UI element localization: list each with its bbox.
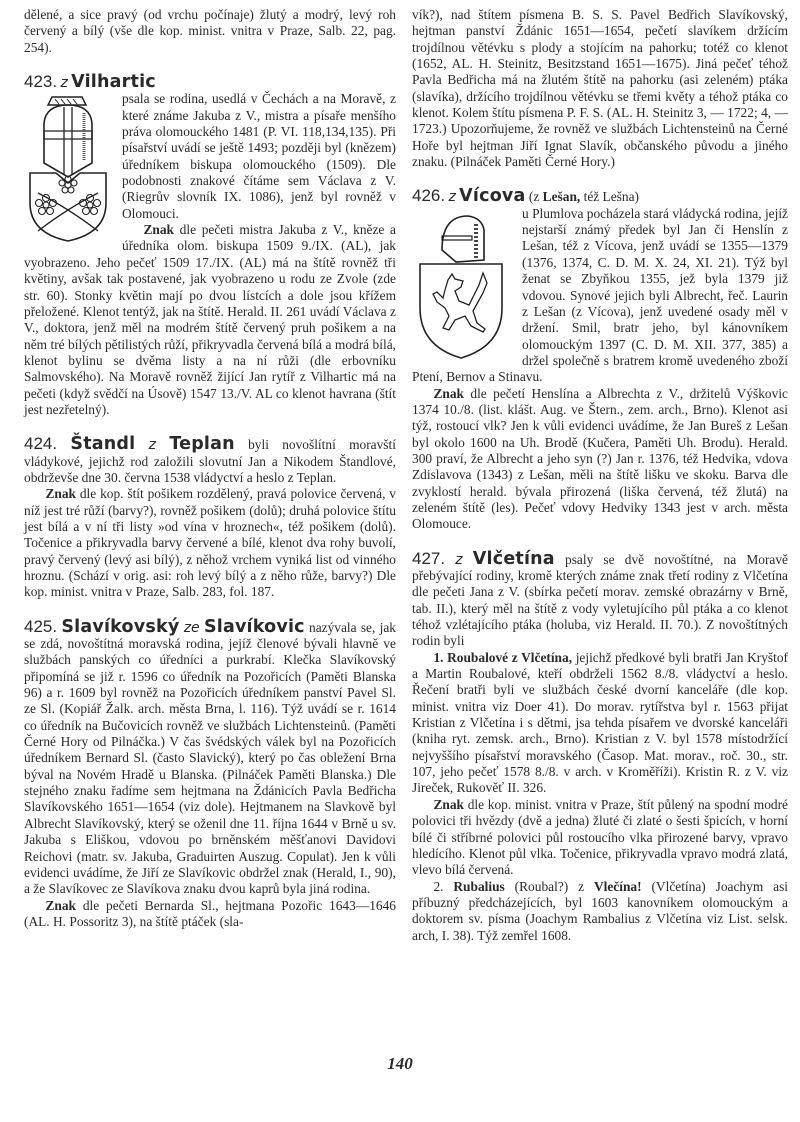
page-number: 140 — [387, 1054, 413, 1073]
znak-text: dle kop. minist. vnitra v Praze, štít půlený na spodní modré polovici tři hvězdy (dvě a jedna) žluté či zlaté o šesti špicích, v horní bílé či stříbrné polovici půl rostoucího vlka přirozené barvy, vpravo hledícího. Klenot půl vlka. Točenice, přikryvadla vpravo modrá zlatá, vlevo bílá červená. — [412, 796, 788, 878]
znak-label: Znak — [433, 796, 464, 812]
subentry-roubalove — [412, 650, 788, 797]
alias-name: Lešan, — [542, 189, 581, 205]
entry-name: Štandl — [70, 434, 136, 455]
entry-preposition: z — [148, 437, 157, 454]
subentry-number: 2. — [433, 878, 444, 894]
znak-label: Znak — [433, 385, 464, 401]
znak-paragraph — [24, 222, 396, 418]
entry-423 — [24, 74, 396, 418]
entry-lead-text: nazývala se, jak se zdá, novoštítná moravská rodina, jejíž členové bývali hlavně ve službách panských co úředníci a purkrabí. Klečka Slavíkovský připomíná se již r. 1596 co úředník na Pozořicích (Paměti Blanska 96) a r. 1609 byl rovněž na Pozořicích úředníkem panství Pavel Sl. ze Sl. (Kopiář Žalk. arch. města Brna, l. 116). Týž uvádí se r. 1614 co úředník na Bučovicích rovněž ve službách Lichtensteinů. (Paměti Černé Hory od Pilnáčka.) V čas švédských válek byl na Pozořicích úředníkem Bernard Sl. (často Slavický), který po čas obležení Brna býval na Novém Hradě u Blanska. (Pilnáček Paměti Blanska.) Dle stejného znaku řadíme sem hejtmana na Ždánicích Pavla Bedřicha Slavíkovského 1651—1654 (viz dole). Hejtmanem na Slavkově byl Albrecht Slavíkovský, který se oženil dne 11. října 1644 v Brně u sv. Jakuba s Eliškou, vdovou po brněnském měšťanovi Davidovi Reichovi (matr. sv. Jakuba, Graduirten Auszug. Copulat). Jen k vůli evidenci uvádíme, že Jiří ze Slavíkovic obdržel znak (Herald, I., 90), a že Slavíkovec ze Slavíkova znaku dvou kaprů byla jiná rodina. — [24, 619, 396, 897]
entry-lead-text: psala se rodina, usedlá v Čechách a na Moravě, z které známe Jakuba z V., mistra a písaře menšího práva olomouckého 1481 (P. VI. 118,134,135). Při písařství uvádí se ještě 1493; později byl (knězem) úředníkem biskupa olomouckého (1509). Dle podobnosti znakové čítáme sem Václava z V. (Riegrův slovník IX. 1086), jenž byl rovněž v Olomouci. — [122, 91, 396, 221]
alias-part: (z — [528, 189, 540, 205]
entry-preposition: z — [448, 189, 456, 206]
znak-text: dle pečetí Henslína a Albrechta z V., držitelů Výškovic 1374 10./8. (list. klášt. Aug. ve Štern., zem. arch., Brno). Klenot asi týž, rostoucí vlk? Jen k vůli evidenci uvádíme, že Jan Bureš z Lešan byl okolo 1600 na Uh. Brodě (Kučera, Paměti Uh. Brodu). Herald. 300 praví, že Albrecht a jeho syn (?) Jan r. 1376, též Hedvika, vdova Zdislavova (1343) z Lešan, měli na štítě lišku ve skoku. Barva dle zvyklostí herald. bývala přirozená (liška červená, též žlutá) na zeleném štítě (les). Pečeť vdovy Hedviky 1343 jest v arch. města Olomouce. — [412, 385, 788, 532]
entry-header — [412, 188, 788, 205]
entry-number: 425. — [24, 616, 58, 636]
coat-of-arms-helmet-wolf-icon — [412, 210, 512, 360]
entry-name-2: Slavíkovic — [203, 616, 305, 637]
entry-name: Slavíkovský — [61, 616, 180, 637]
entry-header — [24, 616, 396, 898]
entry-425 — [24, 616, 396, 931]
entry-427 — [412, 548, 789, 944]
znak-paragraph — [412, 386, 788, 533]
entry-424 — [24, 436, 396, 600]
subentry-label: Rubalius — [453, 878, 505, 894]
subentry-text: (Vlčetína) Joachym asi příbuzný předcházejících, byl 1603 kanovníkem olomouckým a doktorem sv. písma (Joachym Rambalius z Vlčetína viz List. selsk. arch, I. 38). Týž zemřel 1608. — [412, 878, 789, 943]
alias-part: též Lešna) — [583, 189, 639, 205]
entry-number: 427. — [412, 548, 446, 568]
entry-name: Vícova — [459, 186, 526, 207]
znak-label: Znak — [45, 897, 76, 913]
znak-paragraph — [412, 797, 788, 879]
continued-paragraph: vík?), nad štítem písmena B. S. S. Pavel Bedřich Slavíkovský, hejtman panství Ždánic 1651—1654, pečetí slavíkem držícím trojdílnou větévku s plody a stojícím na pahorku; totéž co klenot (1652, AL. H. Steinitz, Besitzstand 1651—1675). Jiná pečeť téhož Pavla Bedřicha má na žlutém štítě na pahorku (asi zeleném) ptáka (slavíka), držícího trojdílnou větévku se třemi květy a téhož ptáka co klenot. Kolem štítu písmena P. F. S. (AL. H. Steinitz 3, — 1722; 4, — 1723.) Upozorňujeme, že rovněž ve službách Lichtensteinů na Černé Hoře byl hejtman Jiří Ignat Slavík, občanského původu a jiného znaku. (Pilnáček Paměti Černé Hory.) — [412, 7, 788, 170]
znak-label: Znak — [143, 222, 174, 238]
subentry-label-2: Vlečína! — [593, 878, 642, 894]
entry-alias — [529, 189, 639, 204]
entry-preposition: ze — [183, 619, 200, 636]
znak-text: dle kop. štít pošikem rozdělený, pravá polovice červená, v níž jest tré růží (barvy?), rovněž pošikem (dolů); druhá polovice štítu jest bílá a v ní tři listy »od vína v hroznech«, též pošikem (dolů). Točenice a přikryvadla barvy červené a bílé, klenot dva rohy buvolí, pravý červený (levý asi bílý), z něhož vrchem vyniká list od vinného hroznu. (Schází v orig. asi: roh levý bílý a z něho růže, barvy?) Dle kop. minist. vnitra v Praze, Salb. 283, fol. 187. — [24, 486, 396, 600]
entry-lead-text: byli novošlítní moravští vládykové, jejichž rod založili slovutní Jan a Nikodem Štandlové, obdrževše dne 30. června 1538 vládyctví a heslo z Teplan. — [24, 437, 396, 485]
entry-number: 426. — [412, 186, 446, 206]
left-column — [24, 3, 396, 930]
entry-426 — [412, 188, 788, 532]
entry-header — [412, 548, 788, 650]
entry-header — [24, 74, 396, 91]
continued-paragraph: dělené, a sice pravý (od vrchu počínaje) žlutý a modrý, levý roh červený a bílý (vše dle kop. minist. vnitra v Praze, Salb. 22, pag. 254). — [24, 7, 396, 55]
entry-name: Vilhartic — [71, 72, 156, 93]
entry-preposition: z — [455, 551, 463, 568]
entry-name-2: Teplan — [169, 434, 235, 455]
subentry-rubalius — [412, 879, 788, 944]
entry-lead-text: u Plumlova pocházela stará vládycká rodina, jejíž nejstarší známý předek byl Jan či Henslín z Lešan, též z Vícova, jenž uvádí se 1355—1379 (1376, 1374, C. D. M. X. 24, XI. 21). Týž byl ženat se Zbyňkou 1355, jež byla 1379 již vdovou. Synové jejich byli Albrecht, řeč. Laurin z Lešan (z Vícova), jenž uvedené osady měl v držení. Smil, bratr jeho, byl kánovníkem olomouckým 1397 (C. D. M. XII. 377, 385) a držel společně s bratrem kromě uvedeného zboží Ptení, Bernov a Stinavu. — [412, 205, 788, 385]
right-column — [412, 3, 788, 944]
entry-lead-text: psaly se dvě novoštítné, na Moravě přebývající rodiny, kromě kterých známe znak třetí rodiny z Vlčetína dle pečeti Jana z V. (sbírka pečetí morav. zemské obrazárny v Brně, tab. II.), který měl na štítě z vody vyletujícího půl ptáka a co klenot téhož vzlétajícího ptáka (holuba, viz Herald. II. 70.). Z novoštítných rodin byli — [412, 551, 788, 649]
znak-paragraph — [24, 898, 396, 931]
entry-name: Vlčetína — [472, 548, 555, 569]
coat-of-arms-helmet-flowers-icon — [24, 93, 112, 243]
znak-label: Znak — [45, 486, 76, 502]
entry-number: 424. — [24, 434, 58, 454]
subentry-mid: (Roubal?) z — [514, 878, 585, 894]
znak-text: dle pečeti Bernarda Sl., hejtmana Pozořic 1643—1646 (AL. H. Possoritz 3), na štítě ptáček (sla- — [24, 897, 396, 929]
subentry-label: 1. Roubalové z Vlčetína, — [433, 649, 573, 665]
entry-preposition: z — [60, 75, 68, 92]
entry-number: 423. — [24, 72, 58, 92]
subentry-text: jejichž předkové byli bratři Jan Kryštof a Martin Roubalové, kteří obdrželi 1562 8./8. vládyctví a heslo. Řečení bratři byli ve službách české dvorní kanceláře (dle kop. minist. vnitra viz Doer 41). Do morav. rytířstva byl r. 1563 přijat Kristian z Vlčetína i s dětmi, jsa tehda písařem ve dvorské kanceláři (kniha ryt. zemsk. arch., Brno). Kristian z V. byl 1578 místodržící nejvyššího písařství moravského (Časop. Mat. morav., roč. 30., str. 107, jeho pečeť 1578 8./8. v arch. v Kroměříži). Kristin R. z V. viz Jireček, Rukověť II. 326. — [412, 649, 788, 796]
entry-header — [24, 436, 396, 486]
znak-text: dle pečeti mistra Jakuba z V., kněze a úředníka olom. biskupa 1509 9./IX. (AL), jak vyobrazeno. Jeho pečeť 1509 17./IX. (AL) má na štítě rovněž tři květiny, avšak tak postavené, jak vyobrazeno u rodu ze Zvole (zde str. 60). Stonky květin mají po dvou lístcích a dole jsou křížem přeložené. Klenot tentýž, jak na štítě. Herald. II. 261 uvádí Václava z V., doktora, jenž měl na modrém štítě červený pruh pošikem a na něm tré bílých pětilistých růží, přikryvadla červená bílá a modrá bílá, klenot bylinu se dvěma listy a na ní růži (dle erbovníku Salmovského). Na Moravě rovněž žijící Jan rytíř z Vilhartic má na pečeti (když svědčí na Úsově) 1547 13./V. AL co klenot havrana (štít jest nezřetelný). — [24, 222, 396, 417]
znak-paragraph — [24, 486, 396, 600]
